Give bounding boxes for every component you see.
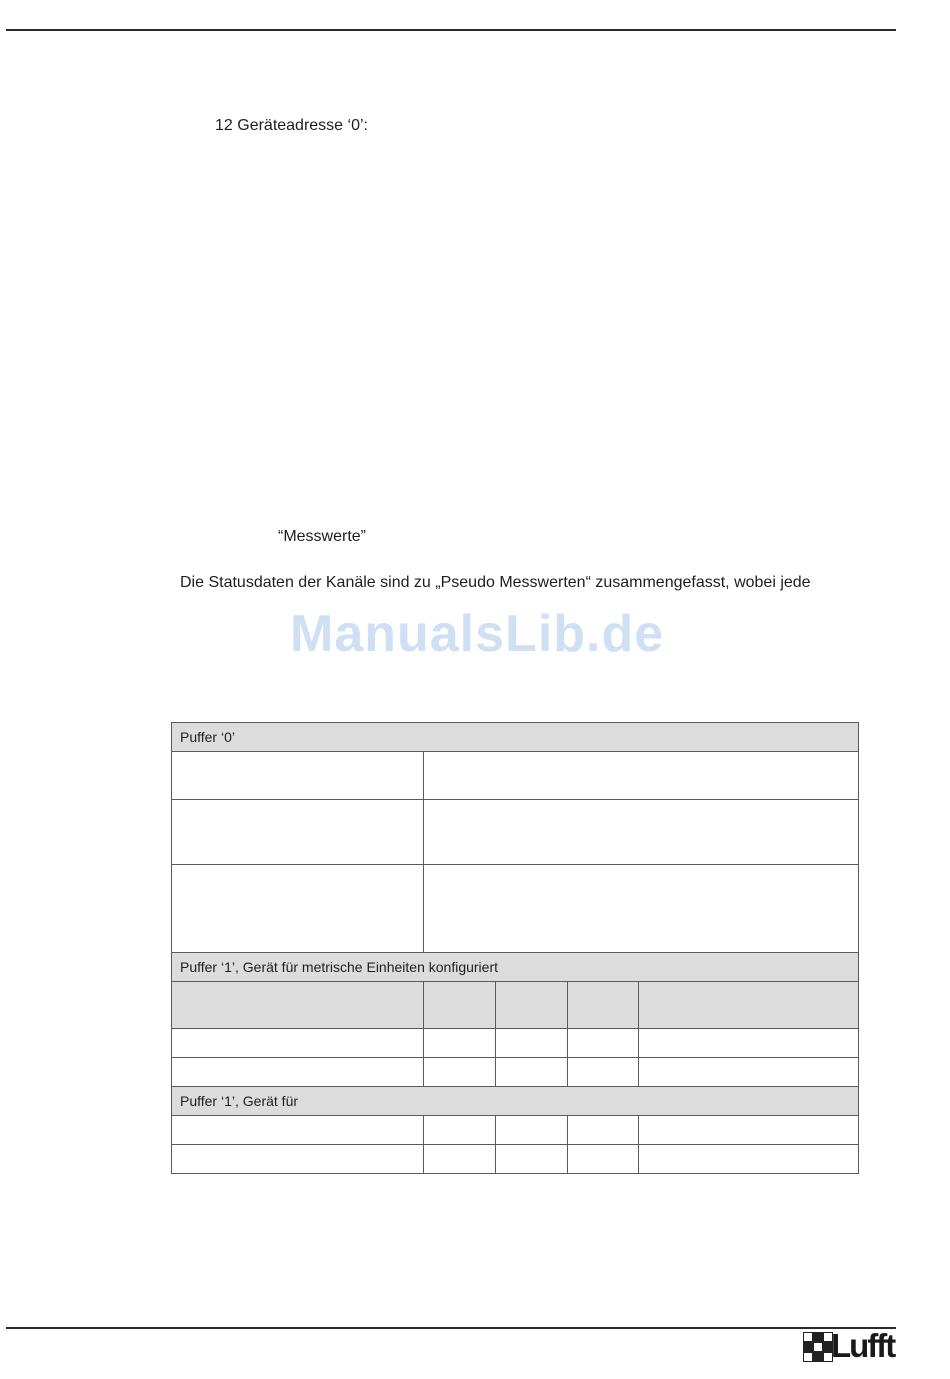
buffer0-title: Puffer ‘0’ xyxy=(172,723,859,752)
footer-rule xyxy=(6,1327,896,1329)
header-rule xyxy=(6,29,896,31)
table-row xyxy=(172,1145,859,1174)
table-cell xyxy=(424,752,859,800)
table-cell xyxy=(568,1029,639,1058)
table-cell xyxy=(496,1058,568,1087)
logo-mark-icon xyxy=(803,1332,833,1362)
table-cell xyxy=(172,1058,424,1087)
table-column-header-row xyxy=(172,982,859,1029)
table-cell xyxy=(424,800,859,865)
logo-wordmark: Lufft xyxy=(831,1327,895,1364)
table-cell xyxy=(568,1145,639,1174)
watermark: ManualsLib.de xyxy=(290,605,665,663)
table-cell xyxy=(568,1058,639,1087)
measurements-label: “Messwerte” xyxy=(278,528,367,545)
table-cell xyxy=(172,800,424,865)
status-paragraph: Die Statusdaten der Kanäle sind zu „Pseudo Messwerten“ zusammengefasst, wobei jede xyxy=(180,574,811,591)
table-cell xyxy=(172,1116,424,1145)
table-cell xyxy=(424,865,859,953)
buffer-table xyxy=(171,722,859,1174)
table-cell xyxy=(639,1058,859,1087)
table-cell xyxy=(568,1116,639,1145)
table-cell xyxy=(172,865,424,953)
lufft-logo xyxy=(803,1327,895,1365)
table-cell xyxy=(172,1145,424,1174)
table-cell xyxy=(496,1145,568,1174)
column-header xyxy=(424,982,496,1029)
table-section-header xyxy=(172,1087,859,1116)
table-cell xyxy=(172,1029,424,1058)
table-row xyxy=(172,800,859,865)
buffer1-other-title: Puffer ‘1’, Gerät für xyxy=(172,1087,859,1116)
table-cell xyxy=(424,1116,496,1145)
table-cell xyxy=(496,1116,568,1145)
table-row xyxy=(172,1058,859,1087)
table-section-header xyxy=(172,953,859,982)
table-row xyxy=(172,1116,859,1145)
table-cell xyxy=(496,1029,568,1058)
buffer1-metric-title: Puffer ‘1’, Gerät für metrische Einheiten konfiguriert xyxy=(172,953,859,982)
column-header xyxy=(568,982,639,1029)
table-section-header xyxy=(172,723,859,752)
table-cell xyxy=(172,752,424,800)
table-cell xyxy=(424,1058,496,1087)
section-heading: 12 Geräteadresse ‘0’: xyxy=(215,117,368,134)
table-row xyxy=(172,752,859,800)
table-cell xyxy=(639,1116,859,1145)
column-header xyxy=(496,982,568,1029)
table-cell xyxy=(424,1145,496,1174)
column-header xyxy=(172,982,424,1029)
table-cell xyxy=(639,1029,859,1058)
table-row xyxy=(172,865,859,953)
column-header xyxy=(639,982,859,1029)
table-cell xyxy=(639,1145,859,1174)
table-cell xyxy=(424,1029,496,1058)
table-row xyxy=(172,1029,859,1058)
